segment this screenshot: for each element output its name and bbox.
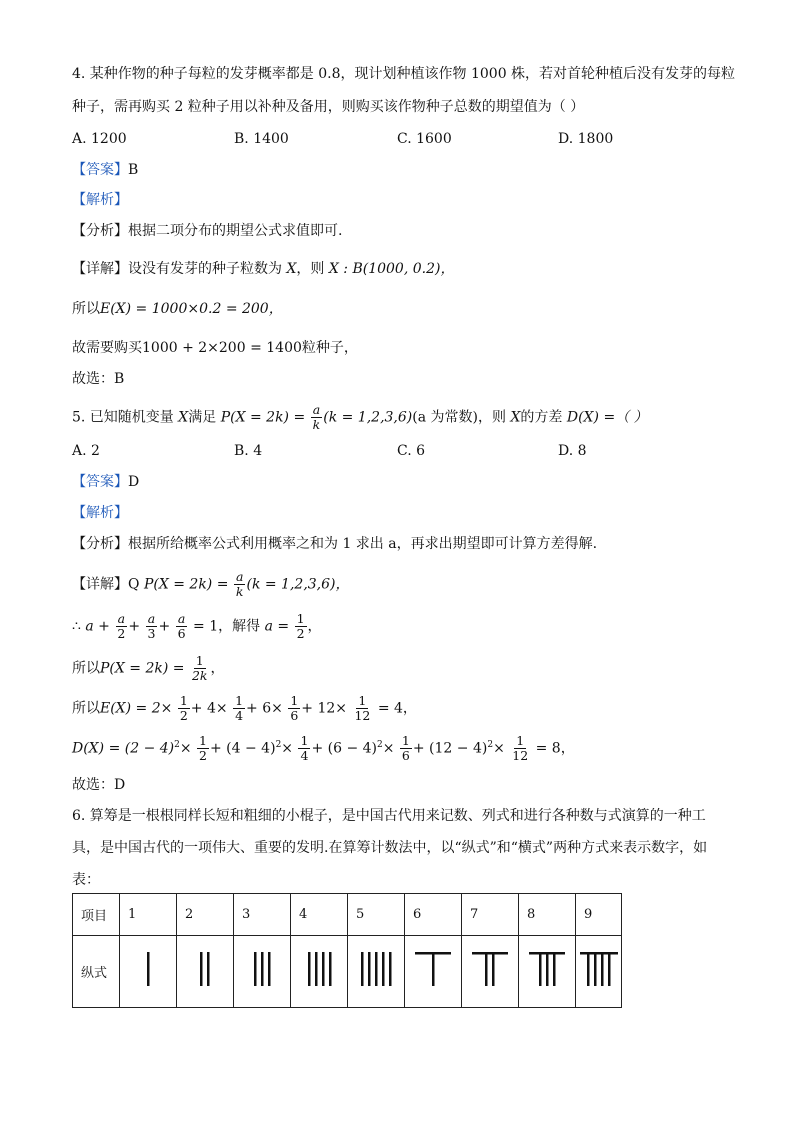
rod-numeral-7 (462, 936, 519, 1008)
q5-p-line (72, 654, 225, 683)
math-fraction: $\frac{1}{2}$ (179, 693, 188, 723)
table-row (73, 936, 622, 1008)
q5-solve-a-line: ∴ a + $\frac{a}{2}$ + $\frac{a}{3}$ + $\frac{a}{6}$ = 1，解得 a = $\frac{1}{2}$ ， (72, 611, 322, 641)
q4-option-b: B. 1400 (234, 131, 289, 147)
q5-answer (72, 472, 139, 492)
math-expr: (k = 1,2,3,6) (323, 409, 413, 426)
number-cell: 2 (177, 894, 234, 936)
rod-numeral-6 (405, 936, 462, 1008)
math-var: X (510, 409, 521, 426)
fenxi-text: 根据二项分布的期望公式求值即可. (128, 223, 343, 239)
q4-stem-line2: 种子，需再购买 2 粒种子用以补种及备用，则购买该作物种子总数的期望值为（ ） (72, 99, 585, 115)
answer-tag: 【答案】 (72, 162, 128, 178)
xiangjie-tag: 【详解】 (72, 261, 128, 277)
fenxi-tag: 【分析】 (72, 223, 128, 239)
text: = 8， (535, 740, 575, 757)
math-expr: P(X = 2k) = (220, 409, 306, 426)
math-fraction (311, 403, 323, 432)
q5-final: 故选：D (72, 777, 126, 793)
answer-tag: 【答案】 (72, 474, 128, 490)
math-var: X (286, 261, 297, 277)
math-var: X (178, 409, 189, 426)
q4-option-c: C. 1600 (397, 131, 452, 147)
math-symbol: Q (128, 576, 140, 593)
math-fraction: $\frac{a}{2}$ (117, 611, 126, 641)
math-fraction: $\frac{1}{6}$ (290, 693, 299, 723)
q5-analysis-tag: 【解析】 (72, 505, 128, 521)
text: 满足 (188, 409, 217, 426)
math-expr: P(X = 2k) = (143, 576, 229, 593)
q4-option-a: A. 1200 (72, 131, 127, 147)
q5-option-b: B. 4 (234, 443, 263, 459)
math-expr: (k = 1,2,3,6)， (246, 576, 350, 593)
q5-fenxi (72, 534, 597, 554)
text-suffix: 粒种子， (301, 340, 358, 356)
text-prefix: 所以 (72, 301, 100, 317)
xiangjie-text: 设没有发芽的种子粒数为 (128, 261, 282, 277)
q4-stem-line1: 4. 某种作物的种子每粒的发芽概率都是 0.8，现计划种植该作物 1000 株，若对首轮种植后没有发芽的每粒 (72, 66, 736, 82)
number-cell: 9 (576, 894, 622, 936)
row-label-cell: 纵式 (73, 936, 120, 1008)
text: = 4， (377, 700, 417, 717)
denominator: k (312, 417, 321, 432)
q4-analysis-tag: 【解析】 (72, 192, 128, 208)
math-fraction: $\frac{a}{3}$ (147, 611, 156, 641)
q4-expectation-line (72, 299, 283, 319)
rod-numeral-8 (519, 936, 576, 1008)
xiangjie-text: ，则 (296, 261, 325, 277)
number-cell: 4 (291, 894, 348, 936)
q6-stem-line1: 6. 算筹是一根根同样长短和粗细的小棍子，是中国古代用来记数、列式和进行各种数与式演算的一种工 (72, 808, 706, 824)
math-expr: a = (264, 618, 290, 635)
math-fraction: $\frac{1}{6}$ (401, 733, 410, 763)
text: 的方差 (520, 409, 563, 426)
text-prefix: 所以 (72, 700, 100, 717)
q5-variance-line: $D(X) = (2 - 4)^2\times$ $\frac{1}{2}$ + $(4 - 4)^2\times$ $\frac{1}{4}$ + $(6 - 4)^2\times$ $\frac{1}{6}$ + $(12 - 4)^2\times$ $\frac{1}{12}$ = 8， (72, 733, 575, 763)
q5-expectation-line: 所以E(X) = 2× $\frac{1}{2}$ + 4× $\frac{1}{4}$ + 6× $\frac{1}{6}$ + 12× $\frac{1}{12}$ = 4， (72, 693, 417, 723)
text: (a 为常数)，则 (412, 409, 506, 426)
text: 5. 已知随机变量 (72, 409, 174, 426)
math-fraction: $\frac{a}{6}$ (177, 611, 186, 641)
denominator: k (235, 584, 244, 599)
rod-numeral-5 (348, 936, 405, 1008)
math-fraction: $\frac{1}{12}$ (354, 693, 371, 723)
answer-value: D (128, 474, 140, 490)
q5-option-d: D. 8 (558, 443, 587, 459)
text: ， (210, 660, 225, 677)
math-expr: E(X) = 2× (100, 700, 173, 717)
answer-value: B (128, 162, 139, 178)
therefore-symbol: ∴ (72, 618, 81, 635)
denominator: 2k (191, 668, 208, 683)
q4-final: 故选：B (72, 371, 125, 387)
number-cell: 3 (234, 894, 291, 936)
fenxi-tag: 【分析】 (72, 536, 128, 552)
q4-answer (72, 160, 138, 180)
number-cell: 1 (120, 894, 177, 936)
q6-stem-line3: 表： (72, 872, 100, 888)
rod-numeral-9 (576, 936, 622, 1008)
text-prefix: 故需要购买 (72, 340, 142, 356)
rod-numeral-1 (120, 936, 177, 1008)
math-fraction: $\frac{1}{2}$ (296, 611, 305, 641)
rod-numeral-3 (234, 936, 291, 1008)
table-row (73, 894, 622, 936)
number-cell: 6 (405, 894, 462, 936)
math-fraction: $\frac{1}{4}$ (300, 733, 309, 763)
q4-fenxi (72, 221, 342, 241)
number-cell: 8 (519, 894, 576, 936)
math-expr: D(X) = (2 − 4) (72, 740, 175, 757)
text: ， (307, 618, 322, 635)
fenxi-text: 根据所给概率公式利用概率之和为 1 求出 a，再求出期望即可计算方差得解. (128, 536, 598, 552)
numerator: a (235, 569, 244, 584)
math-fraction: $\frac{1}{2}$ (199, 733, 207, 763)
math-expr: E(X) = 1000×0.2 = 200， (100, 301, 283, 317)
math-expr: P(X = 2k) = (100, 660, 185, 677)
math-fraction (190, 654, 210, 683)
q4-xiangjie (72, 259, 454, 279)
math-expr: a + (85, 618, 110, 635)
math-fraction: $\frac{1}{12}$ (512, 733, 529, 763)
text: = 1，解得 (193, 618, 261, 635)
math-fraction (234, 570, 246, 599)
math-distribution: X : B(1000, 0.2)， (328, 261, 455, 277)
numerator: a (312, 402, 321, 417)
q5-xiangjie (72, 570, 350, 599)
q5-option-c: C. 6 (397, 443, 426, 459)
xiangjie-tag: 【详解】 (72, 576, 128, 593)
rod-numeral-4 (291, 936, 348, 1008)
numerator: 1 (195, 653, 204, 668)
number-cell: 7 (462, 894, 519, 936)
q5-option-a: A. 2 (72, 443, 100, 459)
math-fraction: $\frac{1}{4}$ (235, 693, 244, 723)
math-expr: D(X) =（ ） (566, 409, 648, 426)
text-prefix: 所以 (72, 660, 100, 677)
header-label-cell: 项目 (73, 894, 120, 936)
math-expr: 1000 + 2×200 = 1400 (142, 340, 302, 356)
q4-buy-line (72, 338, 358, 358)
number-cell: 5 (348, 894, 405, 936)
q5-stem (72, 403, 648, 432)
counting-rod-table (72, 893, 622, 1008)
q6-stem-line2: 具，是中国古代的一项伟大、重要的发明.在算筹计数法中，以“纵式”和“横式”两种方式来表示数字，如 (72, 840, 708, 856)
q4-option-d: D. 1800 (558, 131, 614, 147)
rod-numeral-2 (177, 936, 234, 1008)
